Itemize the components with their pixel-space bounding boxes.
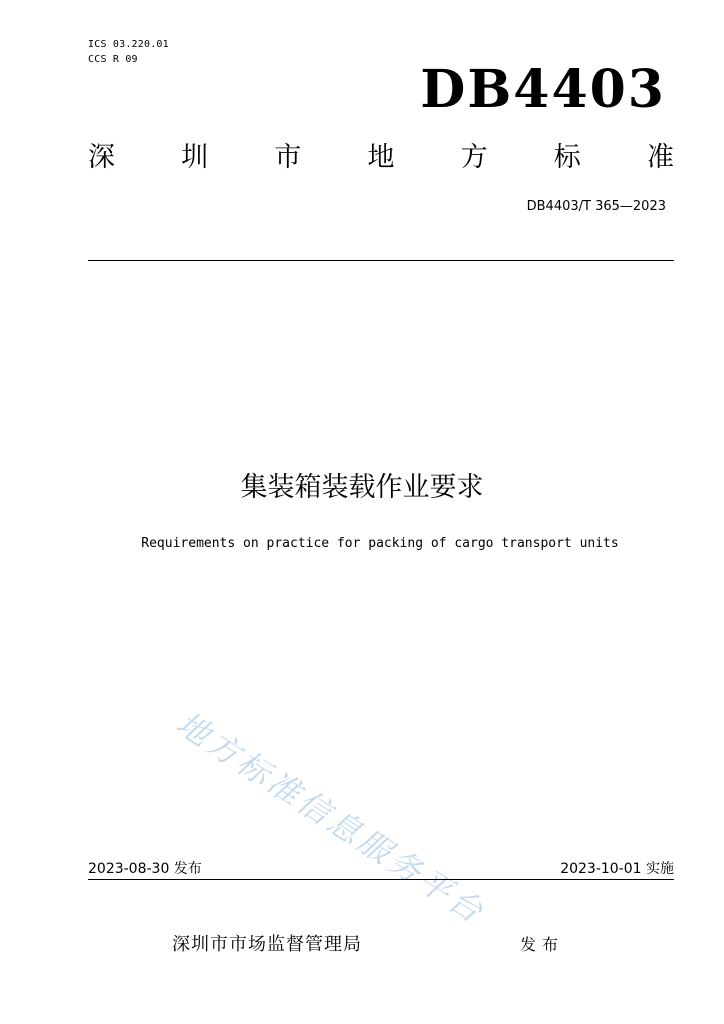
standard-type-char: 圳	[181, 142, 209, 173]
standard-type-char: 准	[646, 142, 674, 173]
watermark: 地方标准信息服务平台	[169, 704, 493, 933]
standard-type-char: 标	[553, 142, 581, 173]
publish-date: 2023-08-30 发布	[88, 861, 202, 877]
bottom-divider	[88, 879, 674, 880]
standard-type-char: 方	[460, 142, 488, 173]
classification-codes	[88, 37, 169, 67]
ccs-code: CCS R 09	[88, 54, 138, 65]
ics-code: ICS 03.220.01	[88, 39, 169, 50]
db-logo: DB4403	[420, 59, 666, 120]
implement-date: 2023-10-01 实施	[560, 861, 674, 877]
standard-type-char: 深	[88, 142, 115, 173]
standard-number: DB4403/T 365—2023	[526, 199, 666, 214]
chinese-title: 集装箱装载作业要求	[240, 472, 484, 503]
standard-type-char: 地	[367, 142, 395, 173]
issue-label: 发布	[520, 935, 565, 954]
issuing-authority: 深圳市市场监督管理局	[172, 934, 362, 955]
standard-type-char: 市	[274, 142, 302, 173]
top-divider	[88, 260, 674, 261]
standard-type-title	[88, 140, 674, 176]
english-title: Requirements on practice for packing of cargo transport units	[141, 536, 619, 551]
